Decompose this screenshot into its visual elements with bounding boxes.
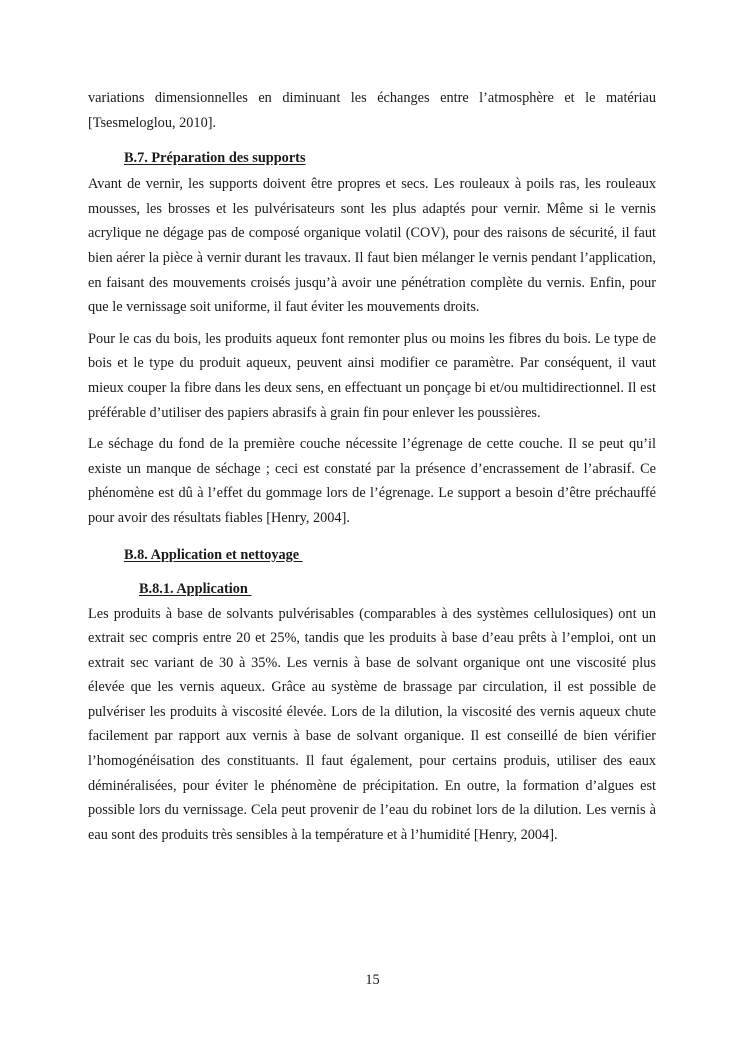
subsection-heading-b81: B.8.1. Application [139, 580, 252, 597]
paragraph-b7-1: Avant de vernir, les supports doivent être propres et secs. Les rouleaux à poils ras, les rouleaux mousses, les brosses et les pulvérisateurs sont les plus adaptés pour vernir. Même si le vernis acrylique ne dégage pas de composé organique volatil (COV), pour des raisons de sécurité, il faut bien aérer la pièce à vernir durant les travaux. Il faut bien mélanger le vernis pendant l’application, en faisant des mouvements croisés jusqu’à avoir une pénétration complète du vernis. Enfin, pour que le vernissage soit uniforme, il faut éviter les mouvements droits. [88, 176, 656, 316]
page-number: 15 [365, 972, 380, 988]
section-heading-b7: B.7. Préparation des supports [124, 150, 306, 167]
section-heading-b8: B.8. Application et nettoyage [124, 546, 303, 563]
paragraph-b81: Les produits à base de solvants pulvérisables (comparables à des systèmes cellulosiques) ont un extrait sec compris entre 20 et 25%, tandis que les produits à base d’eau prêts à l’emploi, ont un extrait sec variant de 30 à 35%. Les vernis à base de solvant organique ont une viscosité plus élevée que les vernis aqueux. Grâce au système de brassage par circulation, il est possible de pulvériser les produits à viscosité élevée. Lors de la dilution, la viscosité des vernis aqueux chute facilement par rapport aux vernis à base de solvant organique. Il est conseillé de bien vérifier l’homogénéisation des constituants. Il faut également, pour certains produis, utiliser des eaux déminéralisées, pour éviter le phénomène de précipitation. En outre, la formation d’algues est possible lors du vernissage. Cela peut provenir de l’eau du robinet lors de la dilution. Les vernis à eau sont des produits très sensibles à la température et à l’humidité [Henry, 2004]. [88, 605, 656, 843]
paragraph-b7-3: Le séchage du fond de la première couche nécessite l’égrenage de cette couche. Il se peut qu’il existe un manque de séchage ; ceci est constaté par la présence d’encrassement de l’abrasif. Ce phénomène est dû à l’effet du gommage lors de l’égrenage. Le support a besoin d’être préchauffé pour avoir des résultats fiables [Henry, 2004]. [88, 436, 656, 526]
continuation-paragraph: variations dimensionnelles en diminuant les échanges entre l’atmosphère et le matériau [Tsesmeloglou, 2010]. [88, 90, 656, 131]
paragraph-b7-2: Pour le cas du bois, les produits aqueux font remonter plus ou moins les fibres du bois. Le type de bois et le type du produit aqueux, peuvent ainsi modifier ce paramètre. Par conséquent, il vaut mieux couper la fibre dans les deux sens, en effectuant un ponçage bi et/ou multidirectionnel. Il est préférable d’utiliser des papiers abrasifs à grain fin pour enlever les poussières. [88, 330, 656, 421]
document-page [88, 86, 656, 847]
